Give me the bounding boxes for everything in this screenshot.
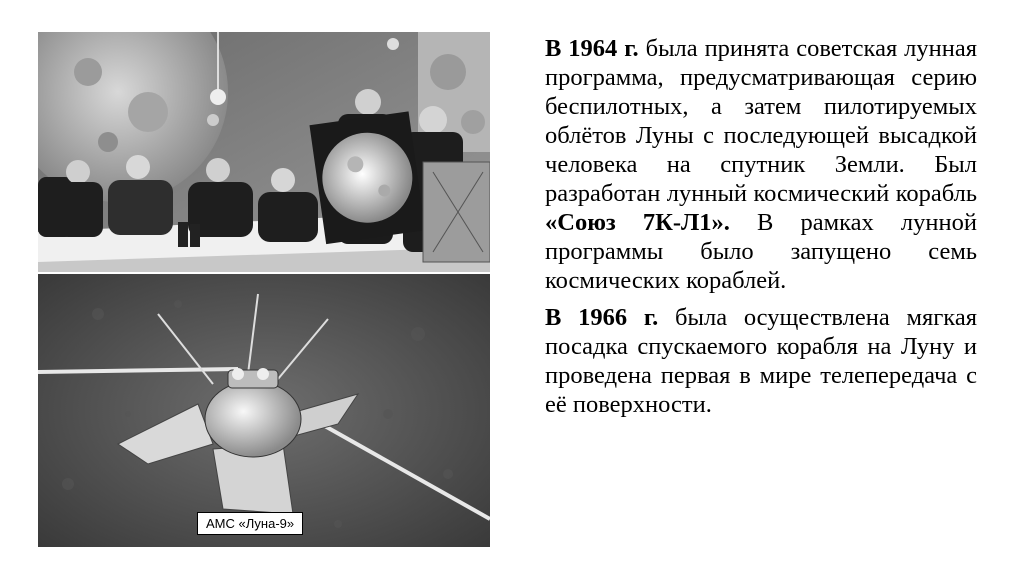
paragraph-1966	[545, 303, 977, 419]
luna-9-photo	[38, 274, 490, 547]
paragraph-1966-text: была осуществлена мягкая посадка спускаемого корабля на Луну и проведена первая в мире телепередача с её поверхности.	[545, 304, 977, 418]
paragraph-1964	[545, 34, 977, 295]
photo-caption: АМС «Луна-9»	[197, 512, 303, 535]
paragraph-1964-text: была принята советская лунная программа, предусматривающая серию беспилотных, а затем пилотируемых облётов Луны с последующей высадкой человека на спутник Земли. Был разработан лунный космический корабль	[545, 35, 977, 207]
year-1964: В 1964 г.	[545, 35, 639, 62]
paragraph-1964-text-end: В рамках лунной программы было запущено семь космических кораблей.	[545, 209, 977, 294]
press-conference-photo	[38, 32, 490, 272]
history-text	[545, 34, 977, 427]
year-1966: В 1966 г.	[545, 304, 659, 331]
soyuz-name: «Союз 7К-Л1».	[545, 209, 730, 236]
